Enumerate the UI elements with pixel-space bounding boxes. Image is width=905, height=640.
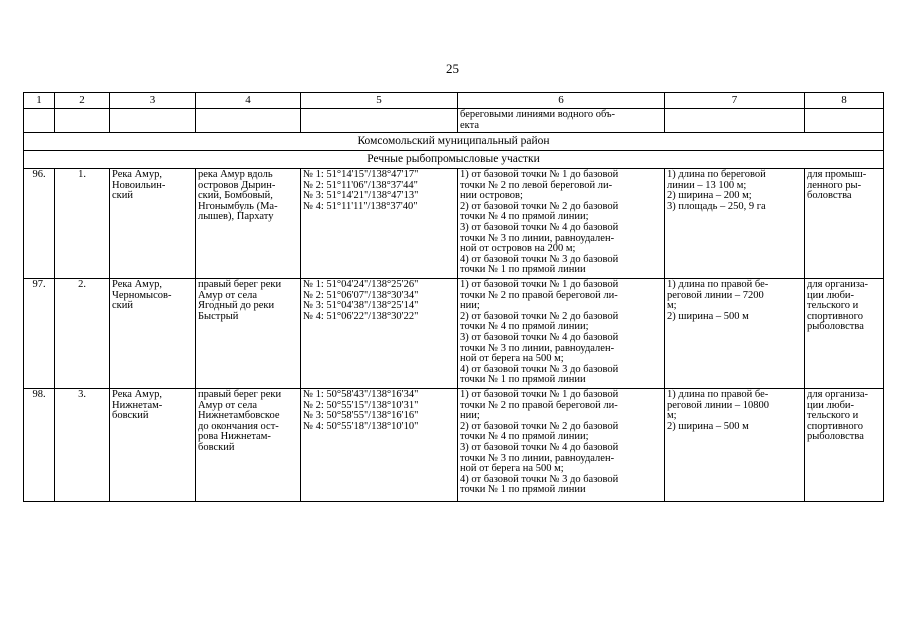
column-header: 7 xyxy=(665,93,805,109)
area-boundary: правый берег реки Амур от села Нижнетамбовское до окончания ост- рова Нижнетам- бовский xyxy=(196,389,301,502)
continuation-row xyxy=(24,109,884,133)
row-subnumber: 2. xyxy=(55,279,110,389)
row-subnumber: 1. xyxy=(55,169,110,279)
row-subnumber: 3. xyxy=(55,389,110,502)
column-header: 6 xyxy=(458,93,665,109)
boundary-description: 1) от базовой точки № 1 до базовой точки № 2 по правой береговой ли- нии; 2) от базовой точки № 2 до базовой точки № 4 по прямой линии; 3) от базовой точки № 4 до базовой точки № 3 по линии, равноудален- ной от берега на 500 м; 4) от базовой точки № 3 до базовой точки № 1 по прямой линии xyxy=(458,279,665,389)
district-title: Комсомольский муниципальный район xyxy=(24,133,884,151)
column-header: 4 xyxy=(196,93,301,109)
area-size: 1) длина по береговой линии – 13 100 м; 2) ширина – 200 м; 3) площадь – 250, 9 га xyxy=(665,169,805,279)
area-boundary: река Амур вдоль островов Дырин- ский, Бомбовый, Нгонымбуль (Ма- лышев), Пархату xyxy=(196,169,301,279)
boundary-description: 1) от базовой точки № 1 до базовой точки № 2 по правой береговой ли- нии; 2) от базовой точки № 2 до базовой точки № 4 по прямой линии; 3) от базовой точки № 4 до базовой точки № 3 по линии, равноудален- ной от берега на 500 м; 4) от базовой точки № 3 до базовой точки № 1 по прямой линии xyxy=(458,389,665,502)
table-row xyxy=(24,389,884,502)
coordinate: № 1: 51°14'15"/138°47'17" xyxy=(303,169,419,180)
area-purpose: для промыш- ленного ры- боловства xyxy=(805,169,884,279)
coordinates-cell xyxy=(301,169,458,279)
column-header-row xyxy=(24,93,884,109)
coordinate: № 2: 51°11'06"/138°37'44" xyxy=(303,179,418,191)
area-name: Река Амур, Новоильин- ский xyxy=(110,169,196,279)
coordinate: № 1: 50°58'43"/138°16'34" xyxy=(303,389,419,400)
area-name: Река Амур, Нижнетам- бовский xyxy=(110,389,196,502)
area-boundary: правый берег реки Амур от села Ягодный до реки Быстрый xyxy=(196,279,301,389)
coordinate: № 4: 51°06'22"/138°30'22" xyxy=(303,310,419,322)
page-number: 25 xyxy=(446,61,459,76)
column-header: 3 xyxy=(110,93,196,109)
area-name: Река Амур, Черномысов- ский xyxy=(110,279,196,389)
coordinate: № 3: 51°14'21"/138°47'13" xyxy=(303,190,419,202)
column-header: 5 xyxy=(301,93,458,109)
boundary-description: 1) от базовой точки № 1 до базовой точки № 2 по левой береговой ли- нии островов; 2) от базовой точки № 2 до базовой точки № 4 по прямой линии; 3) от базовой точки № 4 до базовой точки № 3 по линии, равноудален- ной от островов на 200 м; 4) от базовой точки № 3 до базовой точки № 1 по прямой линии xyxy=(458,169,665,279)
coordinate: № 3: 50°58'55"/138°16'16" xyxy=(303,410,419,422)
coordinate: № 4: 50°55'18"/138°10'10" xyxy=(303,420,419,432)
area-purpose: для организа- ции люби- тельского и спортивного рыболовства xyxy=(805,279,884,389)
area-purpose: для организа- ции люби- тельского и спортивного рыболовства xyxy=(805,389,884,502)
continuation-text: береговыми линиями водного объ- екта xyxy=(458,109,665,133)
coordinate: № 1: 51°04'24"/138°25'26" xyxy=(303,279,419,290)
area-size: 1) длина по правой бе- реговой линии – 10800 м; 2) ширина – 500 м xyxy=(665,389,805,502)
column-header: 8 xyxy=(805,93,884,109)
district-row xyxy=(24,133,884,151)
coordinates-cell xyxy=(301,389,458,502)
table-row xyxy=(24,279,884,389)
row-number: 98. xyxy=(24,389,55,502)
coordinates-cell xyxy=(301,279,458,389)
column-header: 2 xyxy=(55,93,110,109)
fishing-areas-table xyxy=(23,92,884,502)
row-number: 97. xyxy=(24,279,55,389)
category-title: Речные рыбопромысловые участки xyxy=(24,151,884,169)
coordinate: № 4: 51°11'11"/138°37'40" xyxy=(303,200,418,212)
table-row xyxy=(24,169,884,279)
row-number: 96. xyxy=(24,169,55,279)
area-size: 1) длина по правой бе- реговой линии – 7200 м; 2) ширина – 500 м xyxy=(665,279,805,389)
coordinate: № 3: 51°04'38"/138°25'14" xyxy=(303,300,419,312)
column-header: 1 xyxy=(24,93,55,109)
category-row xyxy=(24,151,884,169)
coordinate: № 2: 51°06'07"/138°30'34" xyxy=(303,289,419,301)
coordinate: № 2: 50°55'15"/138°10'31" xyxy=(303,399,419,411)
